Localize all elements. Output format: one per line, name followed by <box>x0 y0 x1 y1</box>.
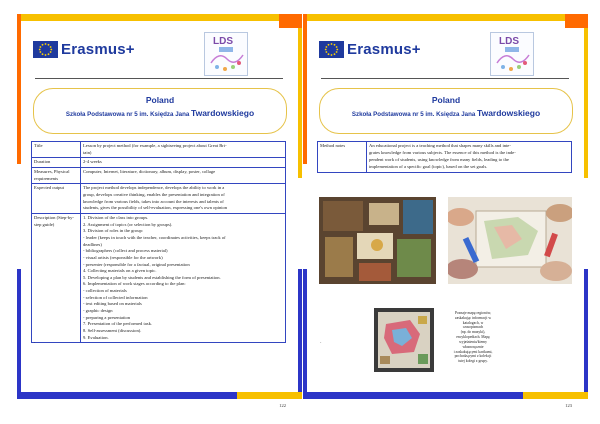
right-yellow-bar <box>298 28 302 178</box>
photo-caption <box>441 311 505 364</box>
title-banner <box>319 88 573 134</box>
lesson-table <box>31 141 286 343</box>
photo-map-poster <box>374 308 434 372</box>
left-page <box>17 14 302 411</box>
table-row <box>318 142 572 173</box>
bottom-yellow-bar <box>237 392 302 399</box>
caption-line: pochodzącymi z kolekcji <box>454 354 492 359</box>
row-line: - leader (keeps in touch with the teacher, coordinates activities, keeps track of <box>83 234 226 240</box>
row-value <box>81 184 286 214</box>
row-label: Duration <box>32 158 81 168</box>
row-label: Measures, Physical requirements <box>32 167 81 183</box>
row-line: 2. Assignment of topics (or selection by groups). <box>83 221 173 227</box>
row-line: 2-4 weeks <box>83 159 102 165</box>
table-row <box>32 158 286 168</box>
row-label: Description (Step-by-step guide) <box>32 213 81 342</box>
row-value <box>81 213 286 342</box>
bullet-dot: · <box>320 341 322 346</box>
row-line: 8. Self-assessment (discussion). <box>83 328 142 334</box>
top-orange-bar <box>279 14 302 28</box>
left-orange-bar <box>303 14 307 164</box>
lds-logo <box>490 32 534 76</box>
row-line: implementation of a specific goal (topic), based on the set goals. <box>369 163 488 169</box>
left-orange-bar <box>17 14 21 164</box>
school-name: Szkoła Podstawowa nr 5 im. Księdza Jana Twardowskiego <box>65 108 255 118</box>
right-yellow-bar <box>584 28 588 178</box>
header-rule <box>321 78 569 79</box>
bottom-blue-bar <box>17 392 237 399</box>
header-rule <box>35 78 283 79</box>
row-line: - selection of collected information <box>83 294 148 300</box>
table-row <box>32 167 286 183</box>
caption-line: tutej kolegi z grupy. <box>458 359 488 364</box>
caption-line: zaskakując informacji w <box>454 315 492 320</box>
row-line: The project method develops independence, develops the ability to work in a <box>83 185 225 191</box>
row-line: tain) <box>83 149 92 155</box>
table-row <box>32 142 286 158</box>
erasmus-logo-text: Erasmus+ <box>347 41 421 58</box>
top-orange-bar <box>565 14 588 28</box>
caption-line: (np. do muzyki), <box>460 330 486 335</box>
left-blue-bar <box>17 269 21 399</box>
row-line: 3. Division of roles in the group: <box>83 228 144 234</box>
photo-students-map-work <box>448 197 572 284</box>
bottom-yellow-bar <box>523 392 588 399</box>
bullet-dot: · <box>34 341 36 346</box>
row-value <box>81 167 286 183</box>
right-page <box>303 14 588 411</box>
row-value <box>367 142 572 173</box>
row-line: - collection of materials <box>83 288 127 294</box>
row-line: deadlines) <box>83 241 102 247</box>
row-line: 7. Presentation of the performed task. <box>83 321 153 327</box>
top-yellow-bar <box>303 14 565 21</box>
lds-logo-text: LDS <box>213 36 233 47</box>
caption-line: i zaskakującymi kartkami, <box>453 349 493 354</box>
row-line: - presenter (responsible for a factual, original presentation <box>83 261 190 267</box>
right-blue-bar <box>584 269 588 399</box>
lds-logo <box>204 32 248 76</box>
row-line: 1. Division of the class into groups. <box>83 214 149 220</box>
row-line: - text editing based on materials <box>83 301 142 307</box>
row-line: - visual artists (responsible for the artwork) <box>83 254 163 260</box>
row-line: group, develops creative thinking, enables the presentation and integration of <box>83 191 225 197</box>
page-number: 123 <box>565 403 572 408</box>
row-line: pendent work of students, using knowledge from many fields, leading to the <box>369 156 509 162</box>
row-line: students, gives the possibility of self-evaluation, expressing one's own opinion <box>83 205 228 211</box>
caption-line: czasopismach <box>462 325 484 330</box>
caption-line: encyklopediach. Mapę <box>456 335 490 340</box>
country-title: Poland <box>431 95 461 105</box>
erasmus-logo-text: Erasmus+ <box>61 41 135 58</box>
caption-line: własnoręcznie <box>462 344 484 349</box>
left-blue-bar <box>303 269 307 399</box>
table-row <box>32 213 286 342</box>
row-line: - preparing a presentation <box>83 314 131 320</box>
lds-logo-text: LDS <box>499 36 519 47</box>
row-line: 5. Developing a plan by students and establishing the form of presentation. <box>83 274 221 280</box>
row-line: knowledge from various fields, takes into account the interests and talents of <box>83 198 224 204</box>
table-row <box>32 184 286 214</box>
caption-line: wyjaśnienia/kiemy <box>459 339 487 344</box>
school-name: Szkoła Podstawowa nr 5 im. Księdza Jana Twardowskiego <box>351 108 541 118</box>
row-value <box>81 142 286 158</box>
eu-flag-icon <box>33 41 58 58</box>
row-line: 9. Evaluation. <box>83 334 109 340</box>
country-title: Poland <box>145 95 175 105</box>
caption-line: katalogach, w <box>462 320 484 325</box>
page-number: 122 <box>279 403 286 408</box>
row-value <box>81 158 286 168</box>
title-banner <box>33 88 287 134</box>
row-line: grates knowledge from various subjects. The essence of this method is the inde- <box>369 149 516 155</box>
row-line: 6. Implementation of work stages according to the plan: <box>83 281 186 287</box>
photo-project-materials <box>319 197 436 284</box>
row-label: Method notes <box>318 142 367 173</box>
caption-line: Poznaje mapę regionów, <box>454 311 492 315</box>
row-label: Expected output <box>32 184 81 214</box>
row-line: 4. Collecting materials on a given topic. <box>83 268 157 274</box>
row-line: An educational project is a teaching method that shapes many skills and inte- <box>369 143 511 148</box>
row-line: - graphic design <box>83 308 113 314</box>
row-line: Lesson by project method (for example, a sightseeing project about Great Bri- <box>83 143 227 148</box>
top-yellow-bar <box>17 14 279 21</box>
bottom-blue-bar <box>303 392 523 399</box>
row-line: Computer, Internet, literature, dictionary, album, display, poster, collage <box>83 168 216 174</box>
eu-flag-icon <box>319 41 344 58</box>
method-notes-table <box>317 141 572 173</box>
row-line: - bibliographers (collect and process material) <box>83 248 168 254</box>
right-blue-bar <box>298 269 302 399</box>
row-label: Title <box>32 142 81 158</box>
